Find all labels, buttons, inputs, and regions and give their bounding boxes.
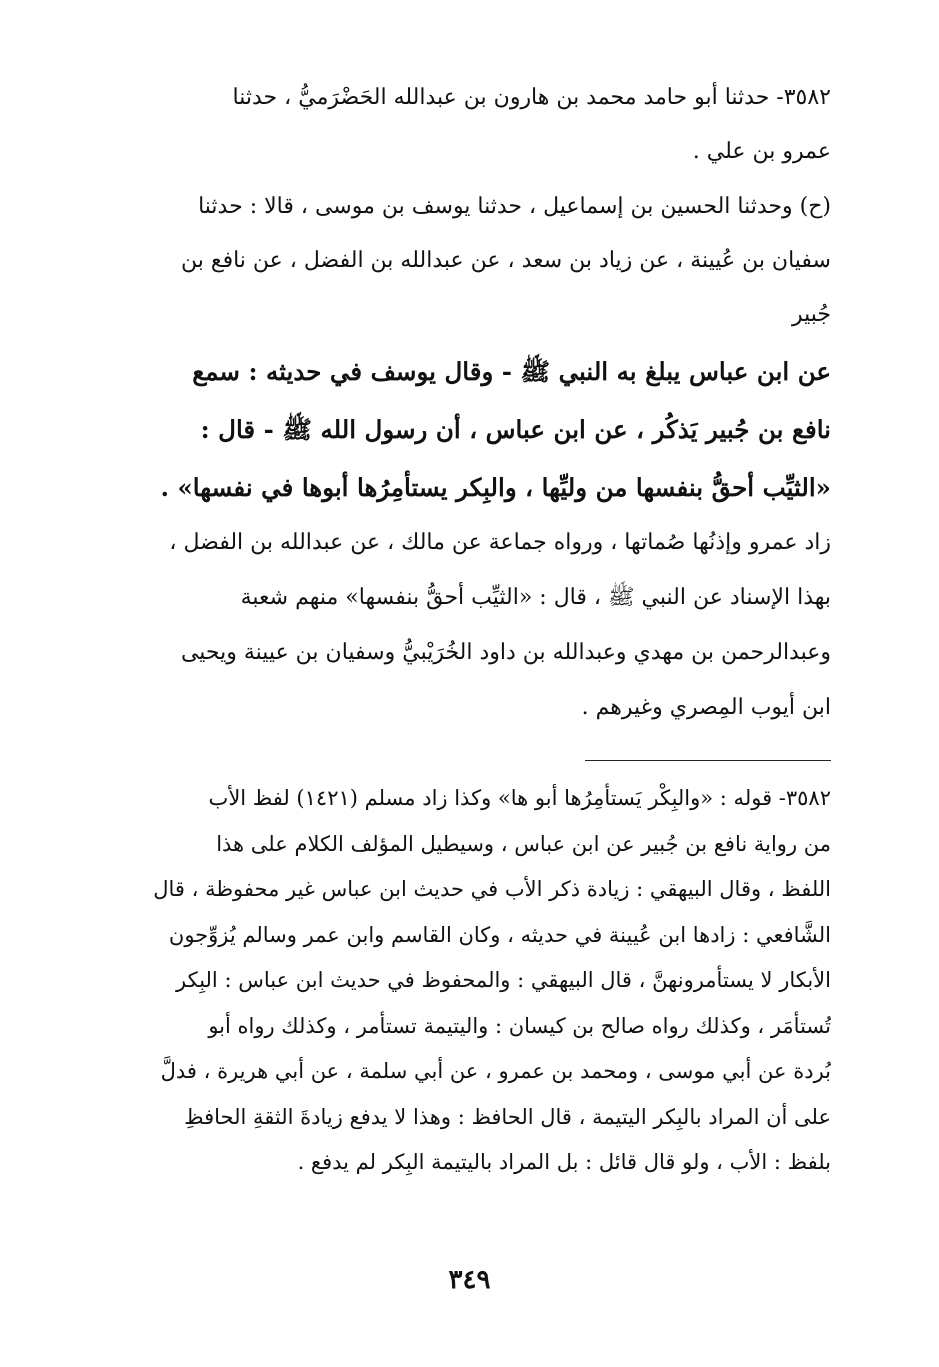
footnote-line: بُردة عن أبي موسى ، ومحمد بن عمرو ، عن أبي سلمة ، عن أبي هريرة ، فدلَّ bbox=[160, 1059, 831, 1083]
text-line: عمرو بن علي . bbox=[692, 139, 831, 164]
text-line: سفيان بن عُيينة ، عن زياد بن سعد ، عن عبدالله بن الفضل ، عن نافع بن bbox=[181, 248, 831, 273]
footnote-line: بلفظ : الأب ، ولو قال قائل : بل المراد باليتيمة البِكر لم يدفع . bbox=[297, 1150, 831, 1174]
hadith-matn bbox=[106, 343, 831, 517]
footnote-line: الشَّافعي : زادها ابن عُيينة في حديثه ، وكان القاسم وابن عمر وسالم يُزوِّجون bbox=[168, 922, 831, 947]
footnote-line: اللفظ ، وقال البيهقي : زيادة ذكر الأب في حديث ابن عباس غير محفوظة ، قال bbox=[153, 877, 831, 901]
additional-narrations bbox=[106, 515, 831, 735]
hadith-3582-isnad bbox=[106, 71, 831, 179]
text-line: بهذا الإسناد عن النبي ﷺ ، قال : «الثيِّب أحقُّ بنفسها» منهم شعبة bbox=[240, 585, 831, 610]
footnote-line: من رواية نافع بن جُبير عن ابن عباس ، وسيطيل المؤلف الكلام على هذا bbox=[216, 831, 831, 856]
footnote bbox=[106, 776, 831, 1186]
text-line: زاد عمرو وإذنُها صُماتها ، ورواه جماعة عن مالك ، عن عبدالله بن الفضل ، bbox=[169, 530, 831, 555]
text-line: عن ابن عباس يبلغ به النبي ﷺ - وقال يوسف في حديثه : سمع bbox=[192, 357, 831, 386]
footnote-line: ٣٥٨٢- قوله : «والبِكْر يَستأمِرُها أبو ها» وكذا زاد مسلم (١٤٢١) لفظ الأب bbox=[208, 786, 831, 810]
footnote-line: على أن المراد بالبِكر اليتيمة ، قال الحافظ : وهذا لا يدفع زيادةَ الثقةِ الحافظِ bbox=[184, 1104, 831, 1129]
text-line: «الثيِّب أحقُّ بنفسها من وليِّها ، والبِكر يستأمِرُها أبوها في نفسها» . bbox=[160, 473, 831, 502]
footnote-line: الأبكار لا يستأمرونهنَّ ، قال البيهقي : والمحفوظ في حديث ابن عباس : البِكر bbox=[176, 968, 831, 992]
text-line: جُبير bbox=[791, 302, 831, 327]
footnote-divider bbox=[585, 760, 831, 761]
text-line: نافع بن جُبير يَذكُر ، عن ابن عباس ، أن رسول الله ﷺ - قال : bbox=[200, 415, 831, 444]
text-line: ابن أيوب المِصري وغيرهم . bbox=[581, 695, 831, 720]
second-chain-isnad bbox=[106, 180, 831, 342]
page-number: ٣٤٩ bbox=[448, 1265, 491, 1295]
footnote-line: تُستأمَر ، وكذلك رواه صالح بن كيسان : واليتيمة تستأمر ، وكذلك رواه أبو bbox=[208, 1013, 831, 1038]
text-line: ٣٥٨٢- حدثنا أبو حامد محمد بن هارون بن عبدالله الحَضْرَميُّ ، حدثنا bbox=[232, 85, 831, 110]
text-line: وعبدالرحمن بن مهدي وعبدالله بن داود الخُرَيْبيُّ وسفيان بن عيينة ويحيى bbox=[180, 640, 831, 665]
text-line: (ح) وحدثنا الحسين بن إسماعيل ، حدثنا يوسف بن موسى ، قالا : حدثنا bbox=[198, 194, 831, 219]
